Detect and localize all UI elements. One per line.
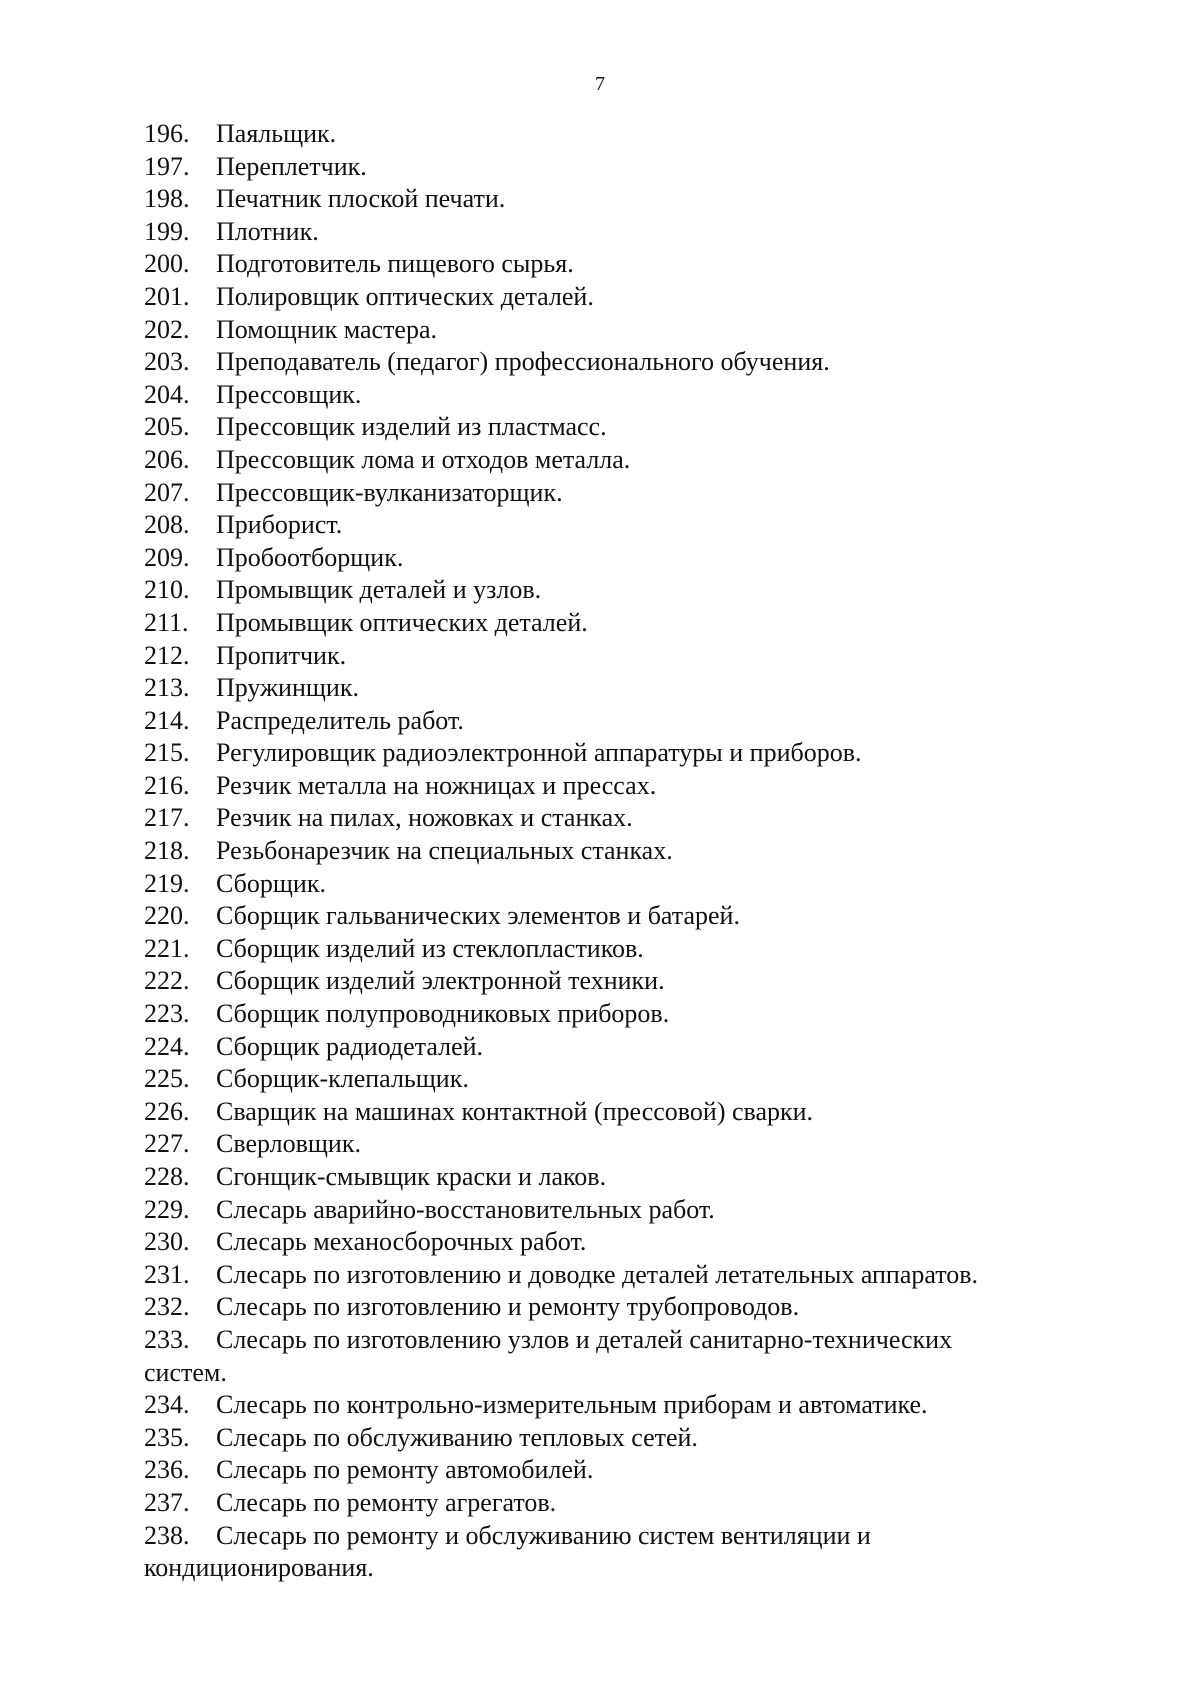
item-number: 208. bbox=[144, 510, 190, 540]
item-text: Слесарь по контрольно-измерительным приборам и автоматике. bbox=[216, 1390, 928, 1420]
item-number: 236. bbox=[144, 1455, 190, 1485]
item-text: Слесарь по изготовлению и доводке деталей летательных аппаратов. bbox=[216, 1259, 979, 1289]
list-item bbox=[144, 933, 1104, 966]
item-text-continuation: кондиционирования. bbox=[144, 1553, 374, 1583]
item-number: 198. bbox=[144, 184, 190, 214]
list-item bbox=[144, 1389, 1104, 1422]
item-number: 207. bbox=[144, 477, 190, 507]
item-text: Прессовщик изделий из пластмасс. bbox=[216, 412, 607, 442]
item-text: Полировщик оптических деталей. bbox=[216, 281, 594, 311]
item-text: Сгонщик-смывщик краски и лаков. bbox=[216, 1162, 607, 1191]
list-item bbox=[144, 1324, 1104, 1389]
list-item bbox=[144, 1194, 1104, 1227]
page-number: 7 bbox=[595, 73, 605, 95]
item-text: Слесарь аварийно-восстановительных работ. bbox=[216, 1194, 715, 1224]
item-number: 226. bbox=[144, 1096, 190, 1126]
item-number: 235. bbox=[144, 1422, 190, 1452]
item-number: 212. bbox=[144, 640, 190, 670]
item-text: Слесарь по ремонту автомобилей. bbox=[216, 1455, 594, 1485]
item-text-continuation: систем. bbox=[144, 1357, 227, 1387]
item-number: 218. bbox=[144, 836, 190, 866]
item-text: Слесарь по изготовлению узлов и деталей санитарно-технических bbox=[216, 1324, 953, 1354]
item-text: Резьбонарезчик на специальных станках. bbox=[216, 836, 673, 866]
item-number: 227. bbox=[144, 1129, 190, 1159]
item-number: 221. bbox=[144, 933, 190, 963]
item-number: 216. bbox=[144, 770, 190, 800]
list-item bbox=[144, 1063, 1104, 1096]
item-number: 217. bbox=[144, 803, 190, 833]
item-text: Переплетчик. bbox=[216, 151, 367, 181]
item-text: Сварщик на машинах контактной (прессовой) сварки. bbox=[216, 1096, 814, 1126]
profession-list bbox=[144, 118, 1104, 1585]
item-text: Сборщик-клепальщик. bbox=[216, 1064, 469, 1094]
list-item bbox=[144, 900, 1104, 933]
list-item bbox=[144, 248, 1104, 281]
item-number: 196. bbox=[144, 119, 190, 148]
item-number: 211. bbox=[144, 607, 189, 637]
item-text: Промывщик оптических деталей. bbox=[216, 607, 588, 637]
list-item bbox=[144, 281, 1104, 314]
list-item bbox=[144, 1291, 1104, 1324]
list-item bbox=[144, 607, 1104, 640]
item-text: Сборщик гальванических элементов и батарей. bbox=[216, 901, 740, 931]
list-item bbox=[144, 314, 1104, 347]
item-number: 202. bbox=[144, 314, 190, 344]
list-item bbox=[144, 868, 1104, 901]
list-item bbox=[144, 1422, 1104, 1455]
list-item bbox=[144, 1259, 1104, 1292]
list-item bbox=[144, 509, 1104, 542]
list-item bbox=[144, 542, 1104, 575]
list-item bbox=[144, 835, 1104, 868]
list-item bbox=[144, 1520, 1104, 1585]
item-text: Преподаватель (педагог) профессионального обучения. bbox=[216, 347, 830, 377]
list-item bbox=[144, 640, 1104, 673]
item-text: Промывщик деталей и узлов. bbox=[216, 575, 542, 605]
list-item bbox=[144, 216, 1104, 249]
item-text: Слесарь по ремонту агрегатов. bbox=[216, 1487, 557, 1517]
item-text: Паяльщик. bbox=[216, 119, 337, 148]
item-number: 210. bbox=[144, 575, 190, 605]
list-item bbox=[144, 802, 1104, 835]
item-text: Сверловщик. bbox=[216, 1129, 361, 1159]
list-item bbox=[144, 346, 1104, 379]
item-number: 213. bbox=[144, 673, 190, 703]
item-text: Сборщик. bbox=[216, 868, 326, 898]
item-number: 228. bbox=[144, 1162, 190, 1191]
list-item bbox=[144, 183, 1104, 216]
item-number: 206. bbox=[144, 444, 190, 474]
list-item bbox=[144, 998, 1104, 1031]
item-number: 224. bbox=[144, 1031, 190, 1061]
item-number: 209. bbox=[144, 542, 190, 572]
item-text: Резчик металла на ножницах и прессах. bbox=[216, 770, 657, 800]
list-item bbox=[144, 737, 1104, 770]
list-item bbox=[144, 379, 1104, 412]
list-item bbox=[144, 965, 1104, 998]
list-item bbox=[144, 1128, 1104, 1161]
list-item bbox=[144, 770, 1104, 803]
item-text: Прессовщик. bbox=[216, 379, 362, 409]
list-item bbox=[144, 1096, 1104, 1129]
list-item bbox=[144, 705, 1104, 738]
item-text: Прессовщик лома и отходов металла. bbox=[216, 444, 631, 474]
item-text: Слесарь по обслуживанию тепловых сетей. bbox=[216, 1422, 698, 1452]
item-number: 220. bbox=[144, 901, 190, 931]
item-text: Слесарь по ремонту и обслуживанию систем вентиляции и bbox=[216, 1520, 871, 1550]
item-text: Слесарь механосборочных работ. bbox=[216, 1227, 587, 1257]
item-number: 225. bbox=[144, 1064, 190, 1094]
item-text: Прессовщик-вулканизаторщик. bbox=[216, 477, 563, 507]
list-item bbox=[144, 118, 1104, 151]
item-number: 214. bbox=[144, 705, 190, 735]
item-number: 204. bbox=[144, 379, 190, 409]
item-text: Регулировщик радиоэлектронной аппаратуры и приборов. bbox=[216, 738, 862, 768]
item-number: 233. bbox=[144, 1324, 190, 1354]
item-number: 203. bbox=[144, 347, 190, 377]
item-text: Пружинщик. bbox=[216, 673, 359, 703]
item-text: Сборщик изделий электронной техники. bbox=[216, 966, 665, 996]
list-item bbox=[144, 444, 1104, 477]
list-item bbox=[144, 1454, 1104, 1487]
item-number: 232. bbox=[144, 1292, 190, 1322]
item-number: 199. bbox=[144, 216, 190, 246]
list-item bbox=[144, 477, 1104, 510]
list-item bbox=[144, 1031, 1104, 1064]
item-text: Печатник плоской печати. bbox=[216, 184, 506, 214]
item-number: 234. bbox=[144, 1390, 190, 1420]
item-number: 201. bbox=[144, 281, 190, 311]
list-item bbox=[144, 1161, 1104, 1194]
list-item bbox=[144, 151, 1104, 184]
item-text: Пробоотборщик. bbox=[216, 542, 404, 572]
item-text: Сборщик радиодеталей. bbox=[216, 1031, 484, 1061]
item-number: 237. bbox=[144, 1487, 190, 1517]
item-text: Распределитель работ. bbox=[216, 705, 464, 735]
list-item bbox=[144, 1226, 1104, 1259]
item-number: 200. bbox=[144, 249, 190, 279]
item-number: 230. bbox=[144, 1227, 190, 1257]
list-item bbox=[144, 574, 1104, 607]
item-text: Помощник мастера. bbox=[216, 314, 438, 344]
item-number: 231. bbox=[144, 1259, 190, 1289]
item-text: Резчик на пилах, ножовках и станках. bbox=[216, 803, 633, 833]
item-number: 197. bbox=[144, 151, 190, 181]
item-text: Сборщик изделий из стеклопластиков. bbox=[216, 933, 644, 963]
item-text: Приборист. bbox=[216, 510, 343, 540]
item-text: Плотник. bbox=[216, 216, 319, 246]
item-text: Пропитчик. bbox=[216, 640, 347, 670]
item-number: 215. bbox=[144, 738, 190, 768]
item-text: Подготовитель пищевого сырья. bbox=[216, 249, 574, 279]
item-number: 229. bbox=[144, 1194, 190, 1224]
list-item bbox=[144, 411, 1104, 444]
item-number: 205. bbox=[144, 412, 190, 442]
item-text: Сборщик полупроводниковых приборов. bbox=[216, 999, 670, 1029]
list-item bbox=[144, 672, 1104, 705]
list-item bbox=[144, 1487, 1104, 1520]
item-number: 238. bbox=[144, 1520, 190, 1550]
item-number: 223. bbox=[144, 999, 190, 1029]
item-text: Слесарь по изготовлению и ремонту трубопроводов. bbox=[216, 1292, 800, 1322]
item-number: 219. bbox=[144, 868, 190, 898]
item-number: 222. bbox=[144, 966, 190, 996]
